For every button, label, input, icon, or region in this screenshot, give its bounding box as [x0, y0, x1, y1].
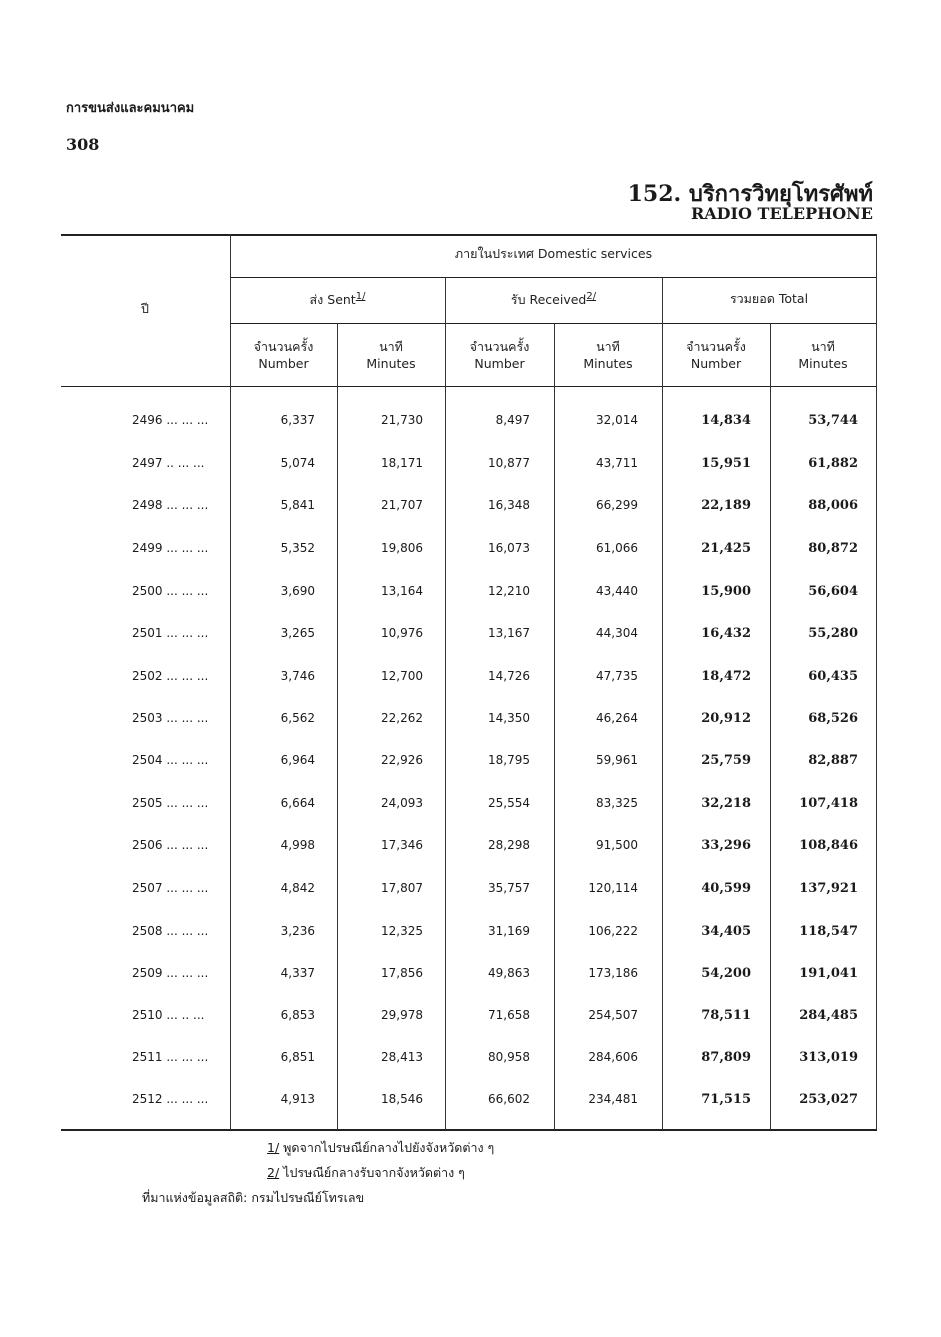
received-number-cell: 16,073 [488, 541, 530, 555]
received-number-cell: 8,497 [495, 413, 530, 427]
year-cell: 2506 ... ... ... [132, 838, 209, 852]
sent-number-cell: 6,664 [280, 796, 315, 810]
year-cell: 2505 ... ... ... [132, 796, 209, 810]
sent-minutes-cell: 21,707 [381, 498, 423, 512]
total-minutes-cell: 53,744 [808, 413, 858, 428]
total-number-cell: 34,405 [701, 924, 751, 939]
total-minutes-cell: 82,887 [808, 753, 858, 768]
total-minutes-cell: 80,872 [808, 541, 858, 556]
table-row [0, 626, 941, 646]
sent-minutes-cell: 10,976 [381, 626, 423, 640]
year-cell: 2509 ... ... ... [132, 966, 209, 980]
table-row [0, 838, 941, 858]
footnote-1 [267, 1138, 494, 1158]
year-cell: 2512 ... ... ... [132, 1092, 209, 1106]
received-number-cell: 13,167 [488, 626, 530, 640]
total-minutes-cell: 107,418 [799, 796, 858, 811]
total-number-cell: 15,951 [701, 456, 751, 471]
col-header [445, 338, 554, 372]
col-header-en: Minutes [583, 356, 633, 371]
received-footnote-mark: 2/ [586, 291, 597, 302]
received-number-cell: 66,602 [488, 1092, 530, 1106]
received-minutes-cell: 173,186 [588, 966, 638, 980]
total-number-cell: 20,912 [701, 711, 751, 726]
year-cell: 2500 ... ... ... [132, 584, 209, 598]
sent-minutes-cell: 17,856 [381, 966, 423, 980]
received-number-cell: 16,348 [488, 498, 530, 512]
table-row [0, 753, 941, 773]
section-header: การขนส่งและคมนาคม [66, 101, 195, 116]
total-number-cell: 87,809 [701, 1050, 751, 1065]
total-minutes-cell: 253,027 [799, 1092, 858, 1107]
received-number-cell: 49,863 [488, 966, 530, 980]
sent-number-cell: 5,841 [280, 498, 315, 512]
received-minutes-cell: 61,066 [596, 541, 638, 555]
sent-minutes-cell: 17,346 [381, 838, 423, 852]
total-minutes-cell: 313,019 [799, 1050, 858, 1065]
received-minutes-cell: 46,264 [596, 711, 638, 725]
year-header: ปี [141, 301, 149, 316]
header-bottom-rule [61, 386, 877, 387]
received-minutes-cell: 43,440 [596, 584, 638, 598]
sent-number-cell: 3,746 [280, 669, 315, 683]
table-row [0, 796, 941, 816]
received-number-cell: 80,958 [488, 1050, 530, 1064]
sent-minutes-cell: 29,978 [381, 1008, 423, 1022]
table-row [0, 1050, 941, 1070]
sent-minutes-cell: 18,546 [381, 1092, 423, 1106]
total-number-cell: 21,425 [701, 541, 751, 556]
total-number-cell: 22,189 [701, 498, 751, 513]
sent-footnote-mark: 1/ [355, 291, 366, 302]
total-number-cell: 32,218 [701, 796, 751, 811]
total-number-cell: 15,900 [701, 584, 751, 599]
sent-minutes-cell: 22,926 [381, 753, 423, 767]
received-number-cell: 10,877 [488, 456, 530, 470]
sent-number-cell: 6,562 [280, 711, 315, 725]
total-minutes-cell: 108,846 [799, 838, 858, 853]
total-minutes-cell: 68,526 [808, 711, 858, 726]
col-header-en: Number [690, 356, 742, 371]
col-header-en: Number [474, 356, 525, 371]
group-rule [230, 277, 877, 278]
sent-minutes-cell: 13,164 [381, 584, 423, 598]
table-title-thai: 152. บริการวิทยุโทรศัพท์ [627, 181, 873, 207]
table-row [0, 669, 941, 689]
sent-minutes-cell: 12,325 [381, 924, 423, 938]
received-minutes-cell: 43,711 [596, 456, 638, 470]
footnote-mark: 1/ [267, 1140, 280, 1155]
col-header [337, 338, 445, 372]
year-cell: 2507 ... ... ... [132, 881, 209, 895]
col-divider [662, 277, 663, 1130]
table-title-english: RADIO TELEPHONE [690, 204, 873, 223]
sent-minutes-cell: 21,730 [381, 413, 423, 427]
total-number-cell: 78,511 [701, 1008, 751, 1023]
table-row [0, 456, 941, 476]
total-number-cell: 54,200 [701, 966, 751, 981]
footnote-mark: 2/ [267, 1165, 280, 1180]
received-number-cell: 71,658 [488, 1008, 530, 1022]
table-bottom-rule [61, 1129, 877, 1131]
table-row [0, 541, 941, 561]
sent-number-cell: 5,352 [280, 541, 315, 555]
year-cell: 2503 ... ... ... [132, 711, 209, 725]
total-minutes-cell: 191,041 [799, 966, 858, 981]
total-minutes-cell: 61,882 [808, 456, 858, 471]
total-number-cell: 25,759 [701, 753, 751, 768]
received-minutes-cell: 120,114 [588, 881, 638, 895]
col-header-thai: จำนวนครั้ง [686, 339, 746, 354]
table-row [0, 1092, 941, 1112]
received-number-cell: 14,350 [488, 711, 530, 725]
year-cell: 2511 ... ... ... [132, 1050, 209, 1064]
received-minutes-cell: 284,606 [588, 1050, 638, 1064]
received-label: รับ Received [510, 292, 587, 308]
total-number-cell: 71,515 [701, 1092, 751, 1107]
sent-number-cell: 6,337 [280, 413, 315, 427]
table-row [0, 584, 941, 604]
total-number-cell: 14,834 [701, 413, 751, 428]
sent-minutes-cell: 19,806 [381, 541, 423, 555]
col-header [230, 338, 337, 372]
sent-minutes-cell: 12,700 [381, 669, 423, 683]
received-minutes-cell: 44,304 [596, 626, 638, 640]
sent-number-cell: 4,998 [280, 838, 315, 852]
page-number: 308 [66, 135, 100, 154]
sent-number-cell: 3,265 [280, 626, 315, 640]
received-header [445, 288, 662, 308]
col-header-thai: จำนวนครั้ง [253, 339, 314, 354]
total-header: รวมยอด Total [729, 291, 809, 306]
sent-label: ส่ง Sent [309, 292, 356, 308]
col-header-thai: นาที [811, 339, 835, 354]
received-number-cell: 31,169 [488, 924, 530, 938]
total-number-cell: 40,599 [701, 881, 751, 896]
sent-number-cell: 4,913 [280, 1092, 315, 1106]
sent-number-cell: 4,842 [280, 881, 315, 895]
total-minutes-cell: 56,604 [808, 584, 858, 599]
total-minutes-cell: 60,435 [808, 669, 858, 684]
received-number-cell: 14,726 [488, 669, 530, 683]
total-minutes-cell: 88,006 [808, 498, 858, 513]
received-minutes-cell: 83,325 [596, 796, 638, 810]
col-header-thai: นาที [596, 339, 620, 354]
col-header-en: Minutes [366, 356, 416, 371]
col-divider [445, 277, 446, 1130]
total-number-cell: 18,472 [701, 669, 751, 684]
sent-minutes-cell: 18,171 [381, 456, 423, 470]
col-header [554, 338, 662, 372]
col-header-thai: นาที [379, 339, 403, 354]
table-row [0, 711, 941, 731]
sent-minutes-cell: 28,413 [381, 1050, 423, 1064]
received-minutes-cell: 234,481 [588, 1092, 638, 1106]
sent-minutes-cell: 22,262 [381, 711, 423, 725]
received-minutes-cell: 106,222 [588, 924, 638, 938]
col-header-en: Minutes [798, 356, 848, 371]
sent-number-cell: 6,964 [280, 753, 315, 767]
year-cell: 2498 ... ... ... [132, 498, 209, 512]
year-cell: 2510 ... .. ... [132, 1008, 205, 1022]
sent-minutes-cell: 24,093 [381, 796, 423, 810]
sent-number-cell: 6,851 [280, 1050, 315, 1064]
year-cell: 2508 ... ... ... [132, 924, 209, 938]
year-cell: 2501 ... ... ... [132, 626, 209, 640]
footnote-text: ไปรษณีย์กลางรับจากจังหวัดต่าง ๆ [283, 1165, 465, 1180]
sent-number-cell: 5,074 [280, 456, 315, 470]
received-minutes-cell: 91,500 [596, 838, 638, 852]
total-minutes-cell: 55,280 [808, 626, 858, 641]
total-number-cell: 16,432 [701, 626, 751, 641]
received-number-cell: 12,210 [488, 584, 530, 598]
table-row [0, 881, 941, 901]
year-cell: 2502 ... ... ... [132, 669, 209, 683]
sent-number-cell: 6,853 [280, 1008, 315, 1022]
table-row [0, 924, 941, 944]
sent-minutes-cell: 17,807 [381, 881, 423, 895]
sent-number-cell: 3,690 [280, 584, 315, 598]
total-minutes-cell: 137,921 [799, 881, 858, 896]
received-minutes-cell: 66,299 [596, 498, 638, 512]
received-minutes-cell: 254,507 [588, 1008, 638, 1022]
total-minutes-cell: 284,485 [799, 1008, 858, 1023]
col-header-en: Number [258, 356, 309, 371]
total-minutes-cell: 118,547 [799, 924, 858, 939]
received-number-cell: 28,298 [488, 838, 530, 852]
table-row [0, 1008, 941, 1028]
received-minutes-cell: 59,961 [596, 753, 638, 767]
received-minutes-cell: 47,735 [596, 669, 638, 683]
footnote-2 [267, 1163, 465, 1183]
footnote-text: พูดจากไปรษณีย์กลางไปยังจังหวัดต่าง ๆ [283, 1140, 495, 1155]
sent-number-cell: 4,337 [280, 966, 315, 980]
table-row [0, 498, 941, 518]
table-top-rule [61, 234, 877, 236]
source-note: ที่มาแห่งข้อมูลสถิติ: กรมไปรษณีย์โทรเลข [142, 1190, 365, 1205]
sent-header [230, 288, 445, 308]
year-cell: 2497 .. ... ... [132, 456, 205, 470]
group-header: ภายในประเทศ Domestic services [454, 246, 653, 261]
total-number-cell: 33,296 [701, 838, 751, 853]
sent-number-cell: 3,236 [280, 924, 315, 938]
year-cell: 2496 ... ... ... [132, 413, 209, 427]
col-header [770, 338, 876, 372]
received-number-cell: 25,554 [488, 796, 530, 810]
table-row [0, 966, 941, 986]
year-cell: 2504 ... ... ... [132, 753, 209, 767]
col-header [662, 338, 770, 372]
col-header-thai: จำนวนครั้ง [469, 339, 530, 354]
received-number-cell: 35,757 [488, 881, 530, 895]
year-cell: 2499 ... ... ... [132, 541, 209, 555]
received-number-cell: 18,795 [488, 753, 530, 767]
received-minutes-cell: 32,014 [596, 413, 638, 427]
table-row [0, 413, 941, 433]
